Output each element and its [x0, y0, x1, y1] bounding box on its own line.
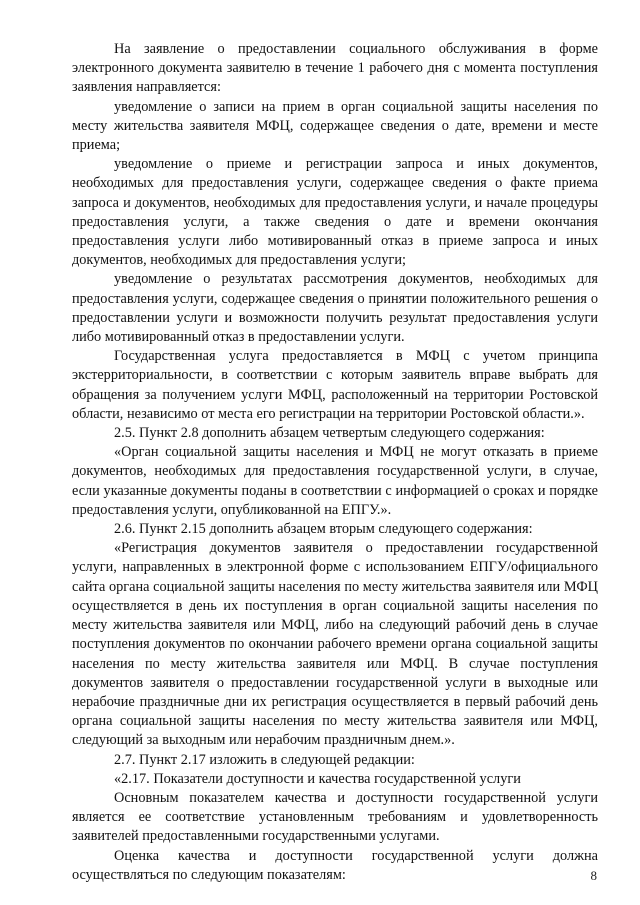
paragraph-item-2-5: 2.5. Пункт 2.8 дополнить абзацем четвертым следующего содержания: [114, 425, 545, 442]
paragraph-intro: На заявление о предоставлении социального обслуживания в форме электронного документа заявителю в течение 1 рабочего дня с момента поступления заявления направляется: [72, 41, 598, 96]
document-body [72, 40, 598, 885]
paragraph-quality-assessment: Оценка качества и доступности государственной услуги должна осуществляться по следующим показателям: [72, 847, 598, 883]
paragraph-notice-registration: уведомление о приеме и регистрации запроса и иных документов, необходимых для предоставления услуги, содержащее сведения о факте приема запроса и документов, необходимых для предоставления услуги, и начале процедуры предоставления услуги, а также сведения о дате и времени окончания предоставления услуги либо мотивированный отказ в приеме запроса и иных документов, необходимых для предоставления услуги; [72, 156, 598, 269]
paragraph-item-2-17-heading: «2.17. Показатели доступности и качества государственной услуги [114, 770, 521, 787]
paragraph-quality-main: Основным показателем качества и доступности государственной услуги является ее соответствие установленным требованиям и удовлетворенность заявителей предоставленными государственными услугами. [72, 789, 598, 845]
paragraph-extraterritoriality: Государственная услуга предоставляется в МФЦ с учетом принципа экстерриториальности, в соответствии с которым заявитель вправе выбрать для обращения за получением услуги МФЦ, расположенный на территории Ростовской области, независимо от места его регистрации на территории Ростовской области.». [72, 348, 598, 422]
paragraph-item-2-7: 2.7. Пункт 2.17 изложить в следующей редакции: [114, 751, 415, 768]
paragraph-notice-results: уведомление о результатах рассмотрения документов, необходимых для предоставления услуги, содержащее сведения о принятии положительного решения о предоставлении услуги и возможности получить результат предоставления услуги либо мотивированный отказ в предоставлении услуги. [72, 271, 598, 346]
paragraph-notice-appointment: уведомление о записи на прием в орган социальной защиты населения по месту жительства заявителя МФЦ, содержащее сведения о дате, времени и месте приема; [72, 98, 598, 154]
paragraph-item-2-6-text: «Регистрация документов заявителя о предоставлении государственной услуги, направленных в электронной форме с использованием ЕПГУ/официального сайта органа социальной защиты населения по месту жительства заявителя или МФЦ осуществляется в день их поступления в орган социальной защиты населения по месту жительства заявителя или МФЦ, либо на следующий рабочий день в случае поступления документов по окончании рабочего времени органа социальной защиты населения по месту жительства заявителя или МФЦ. В случае поступления документов заявителя о предоставлении государственной услуги в выходные или нерабочие праздничные дни их регистрация осуществляется в первый рабочий день органа социальной защиты населения по месту жительства заявителя или МФЦ, следующий за выходным или нерабочим праздничным днем.». [72, 540, 598, 749]
page-number: 8 [590, 868, 597, 883]
paragraph-item-2-6: 2.6. Пункт 2.15 дополнить абзацем вторым следующего содержания: [114, 521, 533, 538]
paragraph-item-2-5-text: «Орган социальной защиты населения и МФЦ не могут отказать в приеме документов, необходимых для предоставления государственной услуги, в случае, если указанные документы поданы в соответствии с информацией о сроках и порядке предоставления услуги, опубликованной на ЕПГУ.». [72, 444, 598, 518]
